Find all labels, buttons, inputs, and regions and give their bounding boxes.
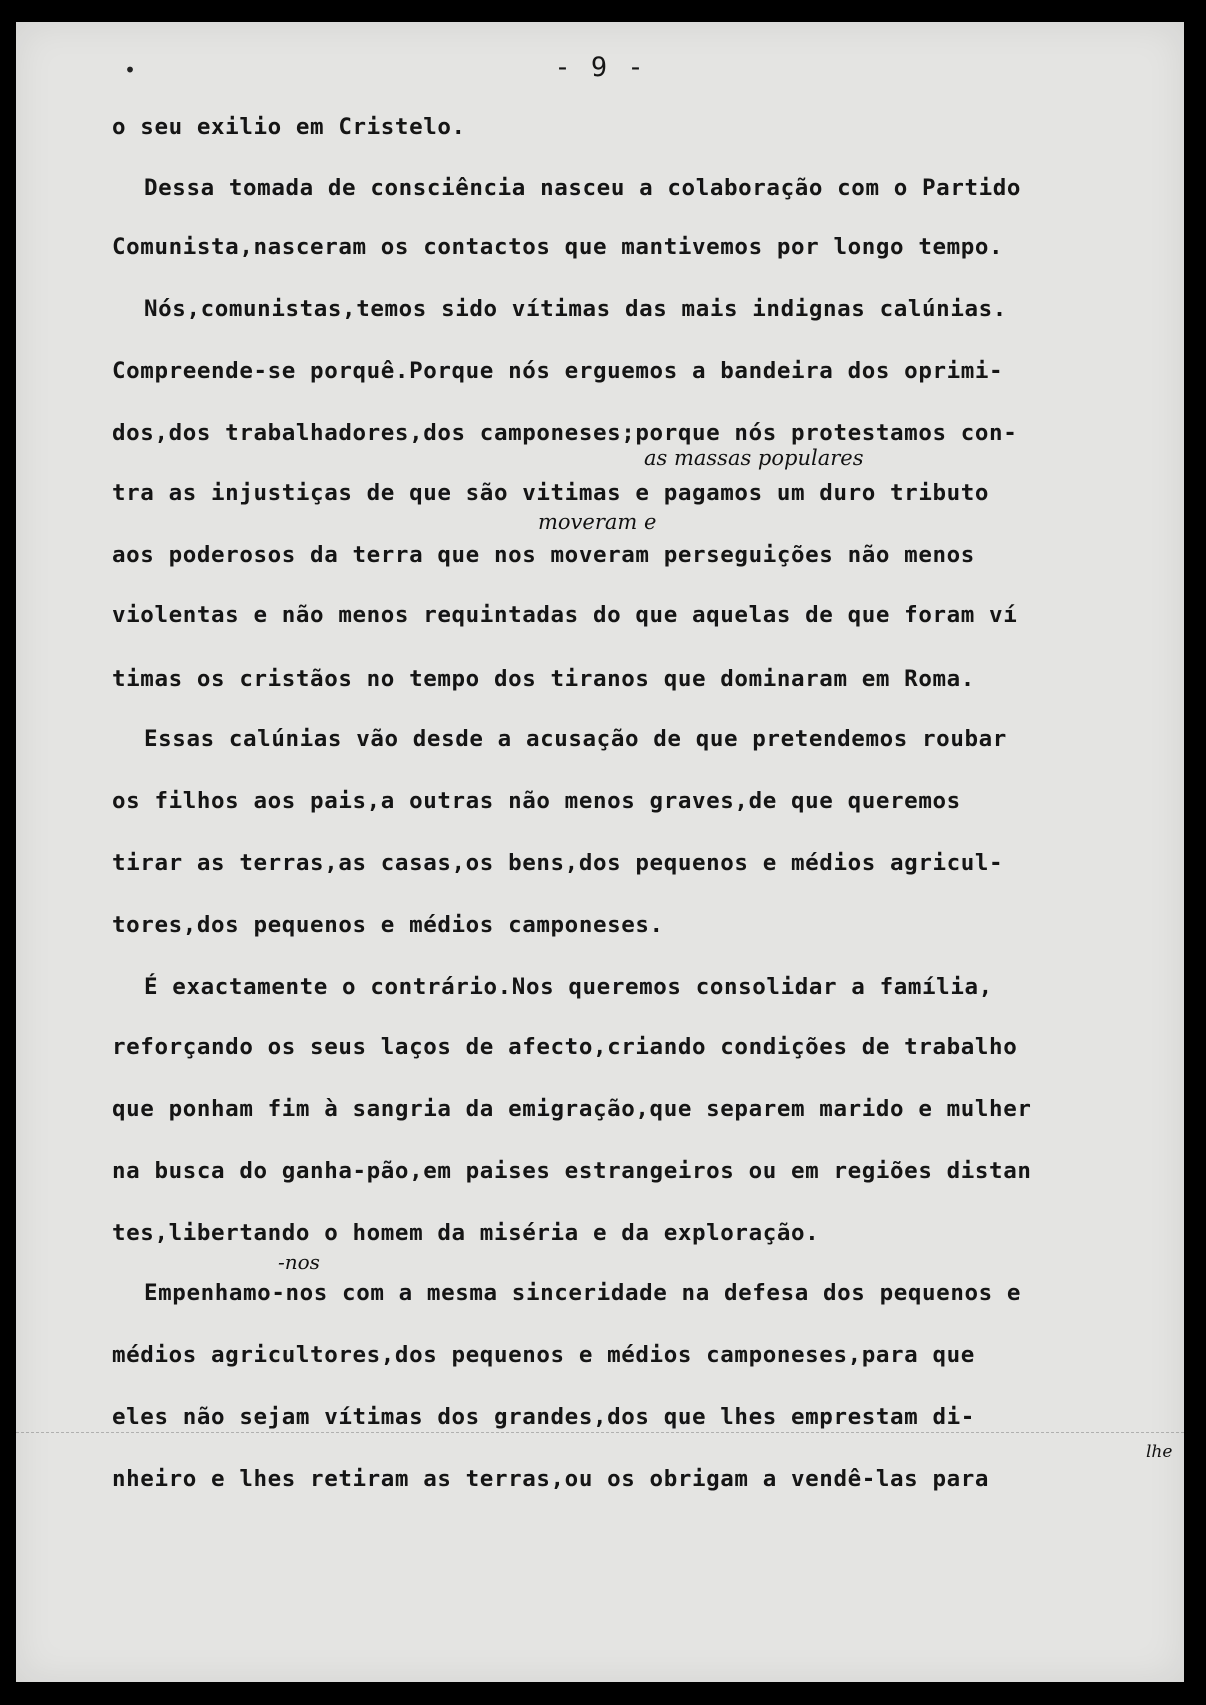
handwritten-insertion: -nos bbox=[278, 1250, 320, 1274]
margin-mark: • bbox=[124, 58, 137, 82]
text-line: médios agricultores,dos pequenos e médios camponeses,para que bbox=[112, 1342, 975, 1368]
text-line: que ponham fim à sangria da emigração,que separem marido e mulher bbox=[112, 1096, 1032, 1122]
text-line: tirar as terras,as casas,os bens,dos pequenos e médios agricul- bbox=[112, 850, 1004, 876]
text-line: Compreende-se porquê.Porque nós erguemos a bandeira dos oprimi- bbox=[112, 358, 1004, 384]
typed-page bbox=[16, 22, 1184, 1682]
text-line: tes,libertando o homem da miséria e da exploração. bbox=[112, 1220, 820, 1246]
text-line: eles não sejam vítimas dos grandes,dos que lhes emprestam di- bbox=[112, 1404, 975, 1430]
page-number: - 9 - bbox=[554, 52, 646, 83]
text-line: tra as injustiças de que são vitimas e pagamos um duro tributo bbox=[112, 480, 990, 506]
text-line: Essas calúnias vão desde a acusação de que pretendemos roubar bbox=[144, 726, 1007, 752]
text-line: os filhos aos pais,a outras não menos graves,de que queremos bbox=[112, 788, 961, 814]
text-line: tores,dos pequenos e médios camponeses. bbox=[112, 912, 664, 938]
text-line: reforçando os seus laços de afecto,criando condições de trabalho bbox=[112, 1034, 1018, 1060]
text-line: dos,dos trabalhadores,dos camponeses;porque nós protestamos con- bbox=[112, 420, 1018, 446]
text-line: Empenhamo-nos com a mesma sinceridade na defesa dos pequenos e bbox=[144, 1280, 1022, 1306]
text-line: aos poderosos da terra que nos moveram perseguições não menos bbox=[112, 542, 975, 568]
text-line: Comunista,nasceram os contactos que mantivemos por longo tempo. bbox=[112, 234, 1004, 260]
text-line: Nós,comunistas,temos sido vítimas das mais indignas calúnias. bbox=[144, 296, 1007, 322]
text-line: nheiro e lhes retiram as terras,ou os obrigam a vendê-las para bbox=[112, 1466, 990, 1492]
handwritten-insertion: moveram e bbox=[538, 510, 657, 534]
handwritten-insertion: as massas populares bbox=[644, 446, 864, 470]
text-line: É exactamente o contrário.Nos queremos consolidar a família, bbox=[144, 974, 993, 1000]
text-line: o seu exilio em Cristelo. bbox=[112, 114, 466, 140]
text-line: timas os cristãos no tempo dos tiranos que dominaram em Roma. bbox=[112, 666, 975, 692]
text-line: violentas e não menos requintadas do que aquelas de que foram ví bbox=[112, 602, 1018, 628]
text-line: Dessa tomada de consciência nasceu a colaboração com o Partido bbox=[144, 175, 1022, 201]
handwritten-insertion: lhe bbox=[1146, 1442, 1173, 1462]
text-line: na busca do ganha-pão,em paises estrangeiros ou em regiões distan bbox=[112, 1158, 1032, 1184]
fold-line bbox=[16, 1432, 1184, 1433]
